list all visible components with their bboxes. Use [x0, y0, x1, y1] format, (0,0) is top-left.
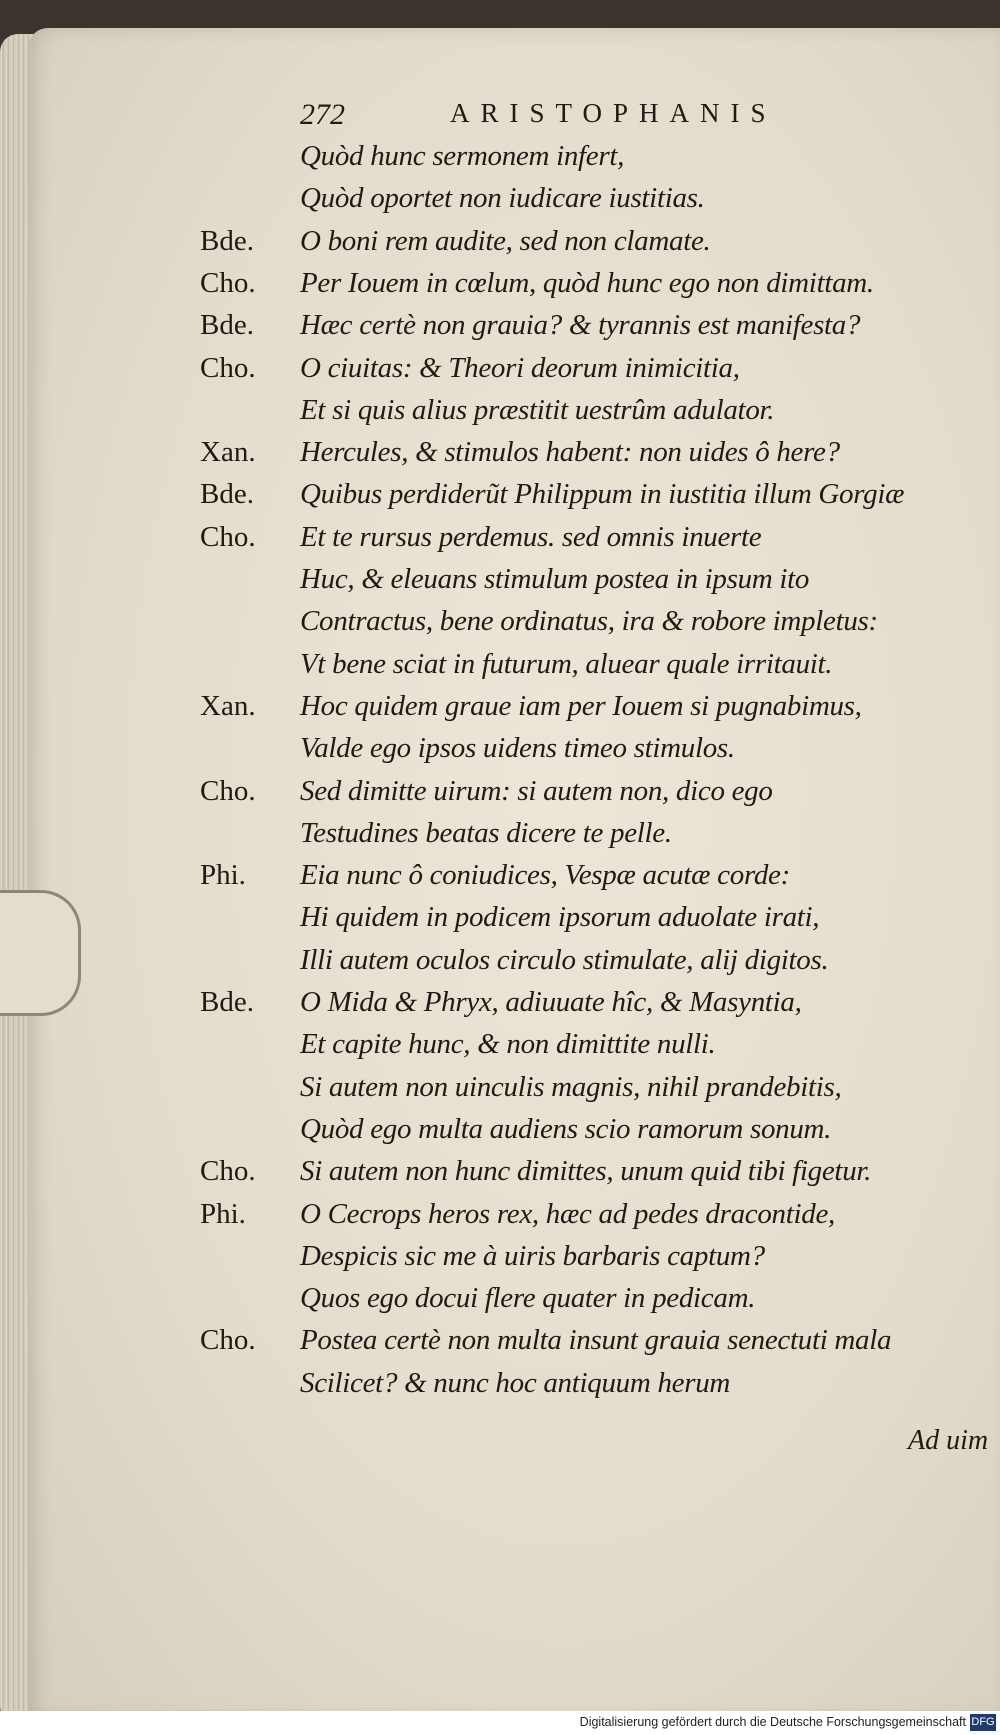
verse-line — [200, 1071, 920, 1115]
verse-text: Vt bene sciat in futurum, aluear quale irritauit. — [300, 647, 833, 680]
verse-text: Et si quis alius præstitit uestrûm adulator. — [300, 393, 775, 426]
verse-line — [200, 436, 920, 480]
verse-text: Hæc certè non grauia? & tyrannis est manifesta? — [300, 309, 861, 342]
verse-line — [200, 690, 920, 734]
verse-text: Quòd hunc sermonem infert, — [300, 140, 625, 172]
verse-text: Quòd oportet non iudicare iustitias. — [300, 182, 705, 215]
verse-line — [200, 394, 920, 438]
verse-line — [200, 1155, 920, 1199]
page-header — [300, 98, 860, 138]
speaker-label: Cho. — [200, 351, 256, 384]
verse-line — [200, 859, 920, 903]
verse-text: Despicis sic me à uiris barbaris captum? — [300, 1239, 765, 1272]
verse-line — [200, 140, 920, 184]
footer-credit: Digitalisierung gefördert durch die Deutsche Forschungsgemeinschaft — [579, 1715, 966, 1729]
verse-text: Valde ego ipsos uidens timeo stimulos. — [300, 732, 735, 765]
verse-line — [200, 1198, 920, 1242]
speaker-label: Bde. — [200, 309, 254, 342]
speaker-label: Bde. — [200, 478, 254, 511]
dfg-logo: DFG — [970, 1714, 996, 1731]
verse-text: Testudines beatas dicere te pelle. — [300, 816, 672, 849]
verse-line — [200, 1028, 920, 1072]
verse-text: Et te rursus perdemus. sed omnis inuerte — [300, 520, 762, 553]
verse-text: Per Iouem in cœlum, quòd hunc ego non dimittam. — [300, 266, 874, 299]
verse-line — [200, 1113, 920, 1157]
verse-text: O boni rem audite, sed non clamate. — [300, 224, 711, 257]
verse-line — [200, 267, 920, 311]
verse-line — [200, 817, 920, 861]
verse-line — [200, 944, 920, 988]
verse-text: Scilicet? & nunc hoc antiquum herum — [300, 1366, 731, 1399]
verse-line — [200, 986, 920, 1030]
verse-line — [200, 775, 920, 819]
speaker-label: Xan. — [200, 436, 256, 469]
verse-text: O Cecrops heros rex, hæc ad pedes dracontide, — [300, 1197, 835, 1230]
verse-line — [200, 563, 920, 607]
verse-text: O Mida & Phryx, adiuuate hîc, & Masyntia, — [300, 986, 802, 1018]
verse-line — [200, 225, 920, 269]
book-clasp — [0, 890, 81, 1016]
verse-line — [200, 901, 920, 945]
verse-text: Si autem non hunc dimittes, unum quid tibi figetur. — [300, 1155, 872, 1188]
page-number: 272 — [300, 98, 345, 131]
verse-line — [200, 182, 920, 226]
running-title: ARISTOPHANIS — [450, 98, 777, 128]
verse-text: Sed dimitte uirum: si autem non, dico ego — [300, 774, 773, 807]
verse-text: Postea certè non multa insunt grauia senectuti mala — [300, 1324, 892, 1357]
speaker-label: Bde. — [200, 224, 254, 257]
footer-bar — [0, 1711, 1000, 1735]
verse-line — [200, 309, 920, 353]
verse-text: Quòd ego multa audiens scio ramorum sonum. — [300, 1112, 832, 1145]
speaker-label: Phi. — [200, 859, 246, 892]
speaker-label: Cho. — [200, 266, 256, 299]
verse-line — [200, 478, 920, 522]
verse-text: Hoc quidem graue iam per Iouem si pugnabimus, — [300, 689, 862, 722]
verse-text: O ciuitas: & Theori deorum inimicitia, — [300, 351, 740, 384]
verse-text: Quibus perdiderũt Philippum in iustitia illum Gorgiæ — [300, 478, 905, 511]
speaker-label: Cho. — [200, 1324, 256, 1357]
verse-line — [200, 732, 920, 776]
verse-line — [200, 1282, 920, 1326]
verse-text: Quos ego docui flere quater in pedicam. — [300, 1282, 756, 1315]
speaker-label: Xan. — [200, 689, 256, 722]
speaker-label: Phi. — [200, 1197, 246, 1230]
speaker-label: Cho. — [200, 520, 256, 553]
verse-text: Hercules, & stimulos habent: non uides ô here? — [300, 436, 840, 469]
catchword: Ad uim — [908, 1425, 989, 1456]
verse-line — [200, 648, 920, 692]
verse-text: Et capite hunc, & non dimittite nulli. — [300, 1028, 716, 1061]
verse-text: Huc, & eleuans stimulum postea in ipsum ito — [300, 563, 810, 595]
verse-line — [200, 352, 920, 396]
verse-line — [200, 1367, 920, 1411]
verse-text: Eia nunc ô coniudices, Vespæ acutæ corde: — [300, 859, 790, 892]
verse-line — [200, 1324, 920, 1368]
verse-line — [200, 521, 920, 565]
verse-line — [200, 605, 920, 649]
speaker-label: Cho. — [200, 774, 256, 807]
verse-text: Illi autem oculos circulo stimulate, alij digitos. — [300, 943, 829, 976]
verse-line — [200, 1240, 920, 1284]
speaker-label: Cho. — [200, 1155, 256, 1188]
verse-text: Contractus, bene ordinatus, ira & robore impletus: — [300, 605, 878, 638]
verse-text: Si autem non uinculis magnis, nihil prandebitis, — [300, 1070, 842, 1103]
speaker-label: Bde. — [200, 986, 254, 1018]
verse-text: Hi quidem in podicem ipsorum aduolate irati, — [300, 901, 820, 934]
